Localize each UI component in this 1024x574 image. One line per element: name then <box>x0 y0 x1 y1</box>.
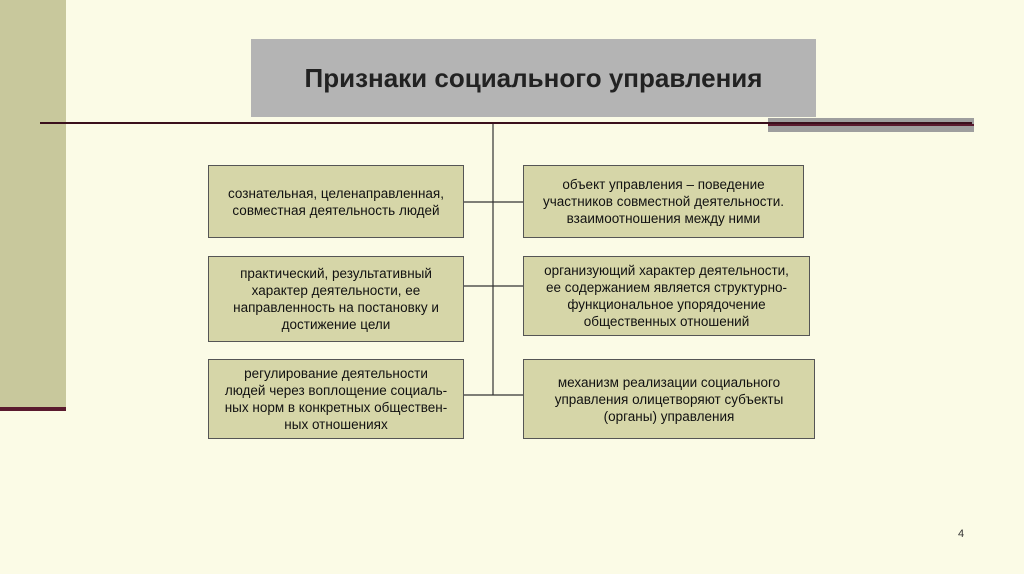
left-node-1-text: сознательная, целенаправленная, совместная деятельность людей <box>228 185 444 218</box>
right-node-2-text: организующий характер деятельности, ее содержанием является структурно- функциональное упорядочение общественных отношений <box>544 263 789 329</box>
right-node-3-text: механизм реализации социального управления олицетворяют субъекты (органы) управления <box>554 374 784 424</box>
left-node-3-text: регулирование деятельности людей через воплощение социаль- ных норм в конкретных обществен- ных отношениях <box>224 366 448 432</box>
right-node-1 <box>523 165 804 238</box>
right-node-1-text: объект управления – поведение участников совместной деятельности. взаимоотношения между ними <box>542 177 784 226</box>
slide-title: Признаки социального управления <box>304 62 763 93</box>
left-node-1 <box>208 165 464 238</box>
right-node-2 <box>523 256 810 336</box>
page-number: 4 <box>958 528 965 540</box>
right-node-3 <box>523 359 815 439</box>
left-node-3 <box>208 359 464 439</box>
left-node-2-text: практический, результативный характер деятельности, ее направленность на постановку и достижение цели <box>233 266 439 332</box>
left-node-2 <box>208 256 464 342</box>
